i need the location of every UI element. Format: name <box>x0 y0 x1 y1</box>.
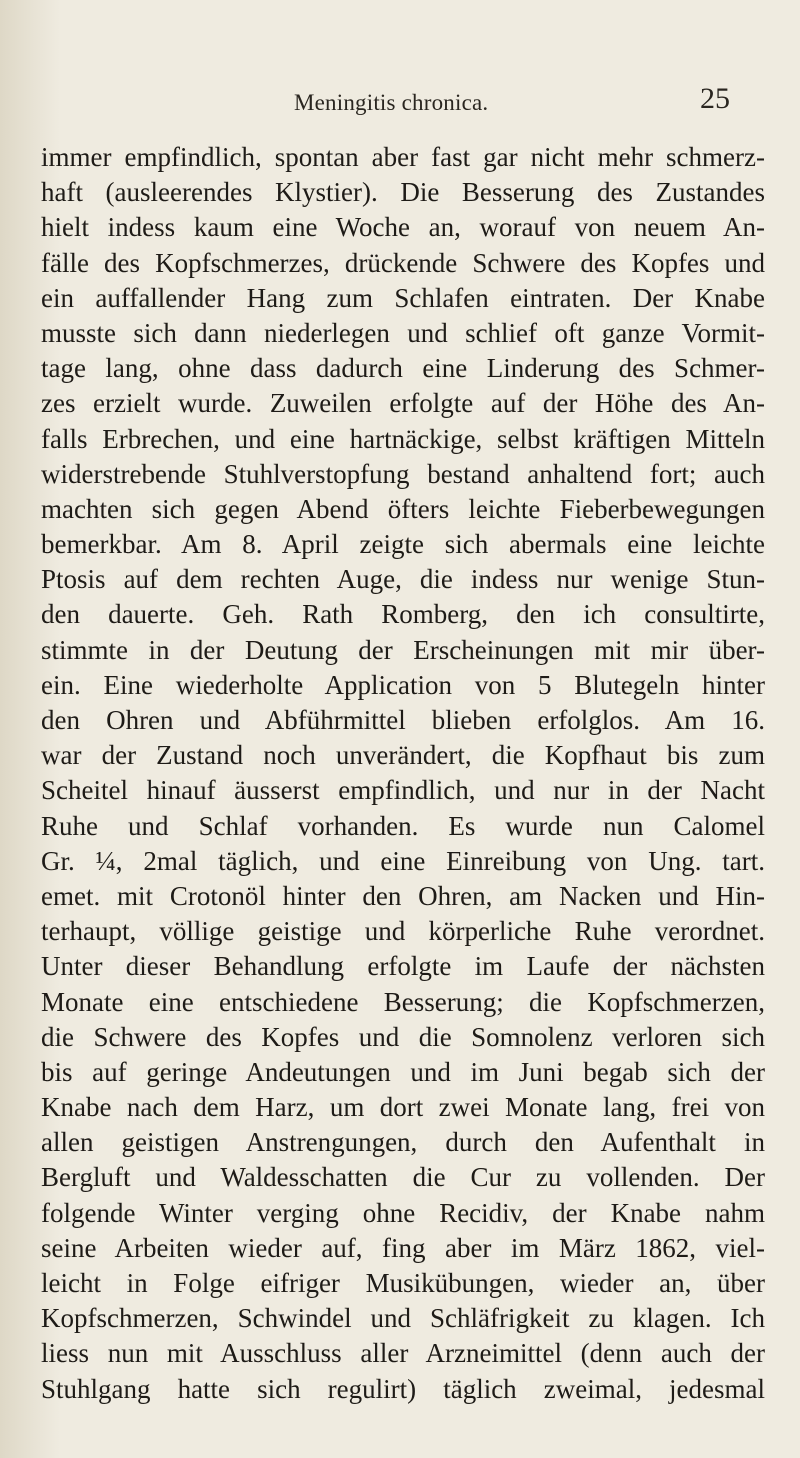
text-line: den Ohren und Abführmittel blieben erfolglos. Am 16. <box>41 705 765 735</box>
text-line: leicht in Folge eifriger Musikübungen, wieder an, über <box>41 1268 765 1298</box>
text-line: Stuhlgang hatte sich regulirt) täglich zweimal, jedesmal <box>41 1373 765 1404</box>
text-line: folgende Winter verging ohne Recidiv, der Knabe nahm <box>41 1197 765 1228</box>
text-line: haft (ausleerendes Klystier). Die Besserung des Zustandes <box>41 177 765 208</box>
text-line: Scheitel hinauf äusserst empfindlich, und nur in der Nacht <box>41 775 765 806</box>
page-number: 25 <box>700 82 730 115</box>
page-header <box>0 82 800 128</box>
text-line: musste sich dann niederlegen und schlief oft ganze Vormit- <box>41 317 765 348</box>
body-text <box>41 140 765 1407</box>
text-line: stimmte in der Deutung der Erscheinungen mit mir über- <box>41 634 765 665</box>
text-line: tage lang, ohne dass dadurch eine Linderung des Schmer- <box>41 353 765 384</box>
text-line: Gr. ¼, 2mal täglich, und eine Einreibung von Ung. tart. <box>41 845 765 876</box>
text-line: zes erzielt wurde. Zuweilen erfolgte auf der Höhe des An- <box>41 388 765 419</box>
text-line: immer empfindlich, spontan aber fast gar nicht mehr schmerz- <box>41 142 765 172</box>
running-title: Meningitis chronica. <box>294 90 489 115</box>
text-line: die Schwere des Kopfes und die Somnolenz verloren sich <box>41 1021 765 1052</box>
text-line: machten sich gegen Abend öfters leichte Fieberbewegungen <box>41 493 765 524</box>
text-line: Ptosis auf dem rechten Auge, die indess nur wenige Stun- <box>41 564 765 595</box>
text-line: seine Arbeiten wieder auf, fing aber im März 1862, viel- <box>41 1232 765 1263</box>
text-line: Unter dieser Behandlung erfolgte im Laufe der nächsten <box>41 951 765 982</box>
text-line: emet. mit Crotonöl hinter den Ohren, am Nacken und Hin- <box>41 880 765 911</box>
text-line: liess nun mit Ausschluss aller Arzneimittel (denn auch der <box>41 1338 765 1369</box>
text-line: terhaupt, völlige geistige und körperliche Ruhe verordnet. <box>41 916 765 947</box>
text-line: Monate eine entschiedene Besserung; die Kopfschmerzen, <box>41 986 765 1017</box>
text-line: bemerkbar. Am 8. April zeigte sich abermals eine leichte <box>41 529 765 560</box>
text-line: Kopfschmerzen, Schwindel und Schläfrigkeit zu klagen. Ich <box>41 1303 765 1334</box>
text-line: allen geistigen Anstrengungen, durch den Aufenthalt in <box>41 1127 765 1158</box>
text-line: bis auf geringe Andeutungen und im Juni begab sich der <box>41 1056 765 1087</box>
text-line: Ruhe und Schlaf vorhanden. Es wurde nun Calomel <box>41 810 765 841</box>
text-line: ein. Eine wiederholte Application von 5 Blutegeln hinter <box>41 669 765 700</box>
text-line: fälle des Kopfschmerzes, drückende Schwere des Kopfes und <box>41 247 765 278</box>
text-line: hielt indess kaum eine Woche an, worauf von neuem An- <box>41 212 765 243</box>
text-line: Bergluft und Waldesschatten die Cur zu vollenden. Der <box>41 1162 765 1193</box>
text-line: war der Zustand noch unverändert, die Kopfhaut bis zum <box>41 740 765 771</box>
text-line: ein auffallender Hang zum Schlafen eintraten. Der Knabe <box>41 282 765 313</box>
text-line: Knabe nach dem Harz, um dort zwei Monate lang, frei von <box>41 1092 765 1123</box>
text-line: widerstrebende Stuhlverstopfung bestand anhaltend fort; auch <box>41 458 765 489</box>
text-line: den dauerte. Geh. Rath Romberg, den ich consultirte, <box>41 599 765 630</box>
text-line: falls Erbrechen, und eine hartnäckige, selbst kräftigen Mitteln <box>41 423 765 454</box>
